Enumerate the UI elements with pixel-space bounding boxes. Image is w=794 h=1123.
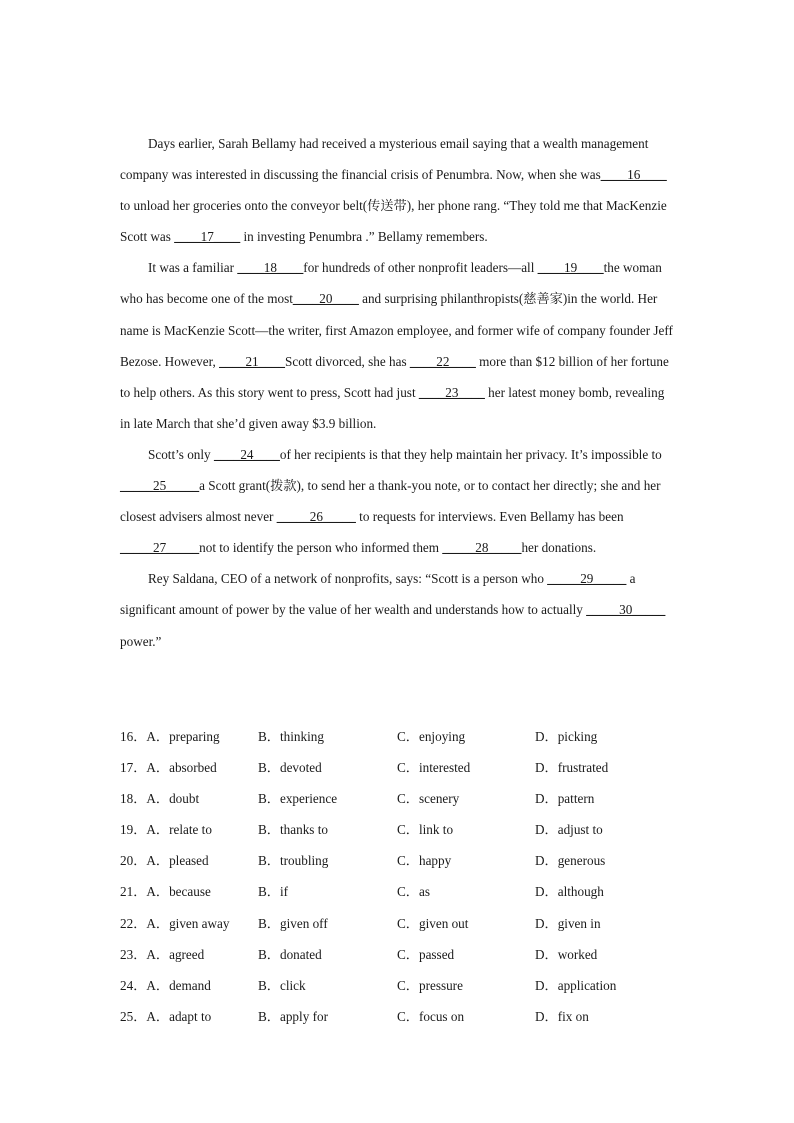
paragraph-2 — [120, 252, 676, 439]
option-d: D．application — [535, 977, 617, 993]
option-a: 21．A．because — [120, 884, 211, 900]
option-c: C．pressure — [397, 977, 463, 993]
question-17-options — [120, 752, 680, 783]
option-b: B．donated — [258, 946, 322, 962]
blank-26: _____26_____ — [276, 509, 356, 525]
blank-27: _____27_____ — [120, 540, 200, 556]
question-20-options — [120, 845, 680, 876]
option-b: B．experience — [258, 791, 338, 807]
blank-18: ____18____ — [237, 260, 304, 276]
passage-text: of her recipients is that they help maintain her privacy. It’s impossible to — [279, 446, 662, 462]
blank-19: ____19____ — [537, 260, 604, 276]
passage-text: a significant amount of power by the value of her wealth and understands how to actually — [120, 571, 636, 618]
option-d: D．adjust to — [535, 822, 603, 838]
option-b: B．thinking — [258, 729, 324, 744]
passage-text: to requests for interviews. Even Bellamy has been — [355, 509, 624, 525]
option-c: C．happy — [397, 853, 452, 869]
passage-text: in investing Penumbra .” Bellamy remembers. — [240, 229, 488, 245]
option-d: D．although — [535, 884, 604, 900]
option-c: C．focus on — [397, 1008, 465, 1024]
blank-22: ____22____ — [409, 353, 476, 369]
passage-text: more than $12 billion of her fortune to help others. As this story went to press, Scott had just — [120, 353, 669, 400]
option-a: 22．A．given away — [120, 915, 230, 931]
option-c: C．as — [397, 884, 430, 900]
paragraph-4 — [120, 563, 676, 656]
cloze-passage — [120, 128, 676, 657]
passage-text: her donations. — [521, 540, 597, 556]
option-a: 17．A．absorbed — [120, 760, 217, 776]
option-d: D．worked — [535, 946, 598, 962]
blank-24: ____24____ — [213, 446, 280, 462]
question-21-options — [120, 876, 680, 907]
option-a: 23．A．agreed — [120, 946, 205, 962]
passage-text: Rey Saldana, CEO of a network of nonprofits, says: “Scott is a person who — [148, 571, 548, 587]
option-b: B．apply for — [258, 1008, 328, 1024]
passage-text: the woman who has become one of the most — [120, 260, 662, 307]
question-18-options — [120, 783, 680, 814]
option-c: C．scenery — [397, 791, 460, 807]
option-c: C．enjoying — [397, 729, 466, 744]
option-a: 25．A．adapt to — [120, 1008, 212, 1024]
question-25-options — [120, 1001, 680, 1032]
paragraph-3 — [120, 439, 676, 563]
option-a: 24．A．demand — [120, 977, 211, 993]
option-b: B．given off — [258, 915, 328, 931]
passage-text: power.” — [120, 633, 162, 649]
option-c: C．given out — [397, 915, 469, 931]
option-d: D．generous — [535, 853, 606, 869]
answer-options — [120, 721, 680, 1032]
question-22-options — [120, 908, 680, 939]
option-b: B．if — [258, 884, 289, 900]
paragraph-1 — [120, 128, 676, 252]
option-c: C．link to — [397, 822, 454, 838]
passage-text: Scott’s only — [148, 446, 214, 462]
question-19-options — [120, 814, 680, 845]
option-b: B．troubling — [258, 853, 329, 869]
option-d: D．pattern — [535, 791, 595, 807]
option-b: B．click — [258, 977, 306, 993]
passage-text: for hundreds of other nonprofit leaders—all — [303, 260, 538, 276]
option-a: 20．A．pleased — [120, 853, 209, 869]
blank-30: _____30_____ — [586, 602, 666, 618]
option-a: 19．A．relate to — [120, 822, 212, 838]
question-23-options — [120, 939, 680, 970]
option-d: D．fix on — [535, 1008, 589, 1024]
passage-text: and surprising philanthropists(慈善家)in the world. Her name is MacKenzie Scott—the writer, first Amazon employee, and former wife of company founder Jeff Bezose. However, — [120, 291, 673, 369]
blank-28: _____28_____ — [442, 540, 522, 556]
question-24-options — [120, 970, 680, 1001]
blank-16: ____16____ — [600, 167, 667, 183]
blank-20: ____20____ — [292, 291, 359, 307]
option-b: B．devoted — [258, 760, 322, 776]
option-a: 16．A．preparing — [120, 729, 220, 744]
option-d: D．frustrated — [535, 760, 609, 776]
passage-text: to unload her groceries onto the conveyor belt(传送带), her phone rang. “They told me that MacKenzie Scott was — [120, 198, 667, 245]
passage-text: Scott divorced, she has — [285, 353, 410, 369]
option-b: B．thanks to — [258, 822, 328, 838]
option-c: C．interested — [397, 760, 471, 776]
option-c: C．passed — [397, 946, 455, 962]
passage-text: It was a familiar — [148, 260, 238, 276]
passage-text: her latest money bomb, revealing in late March that she’d given away $3.9 billion. — [120, 384, 665, 431]
blank-23: ____23____ — [418, 384, 485, 400]
passage-text: a Scott grant(拨款), to send her a thank-you note, or to contact her directly; she and her closest advisers almost never — [120, 478, 661, 525]
option-d: D．picking — [535, 729, 598, 744]
blank-17: ____17____ — [174, 229, 241, 245]
question-16-options — [120, 721, 680, 752]
passage-text: Days earlier, Sarah Bellamy had received a mysterious email saying that a wealth management company was interested in discussing the financial crisis of Penumbra. Now, when she was — [120, 136, 649, 183]
blank-29: _____29_____ — [547, 571, 627, 587]
option-a: 18．A．doubt — [120, 791, 200, 807]
blank-25: _____25_____ — [120, 478, 200, 494]
blank-21: ____21____ — [219, 353, 286, 369]
passage-text: not to identify the person who informed them — [199, 540, 443, 556]
option-d: D．given in — [535, 915, 601, 931]
